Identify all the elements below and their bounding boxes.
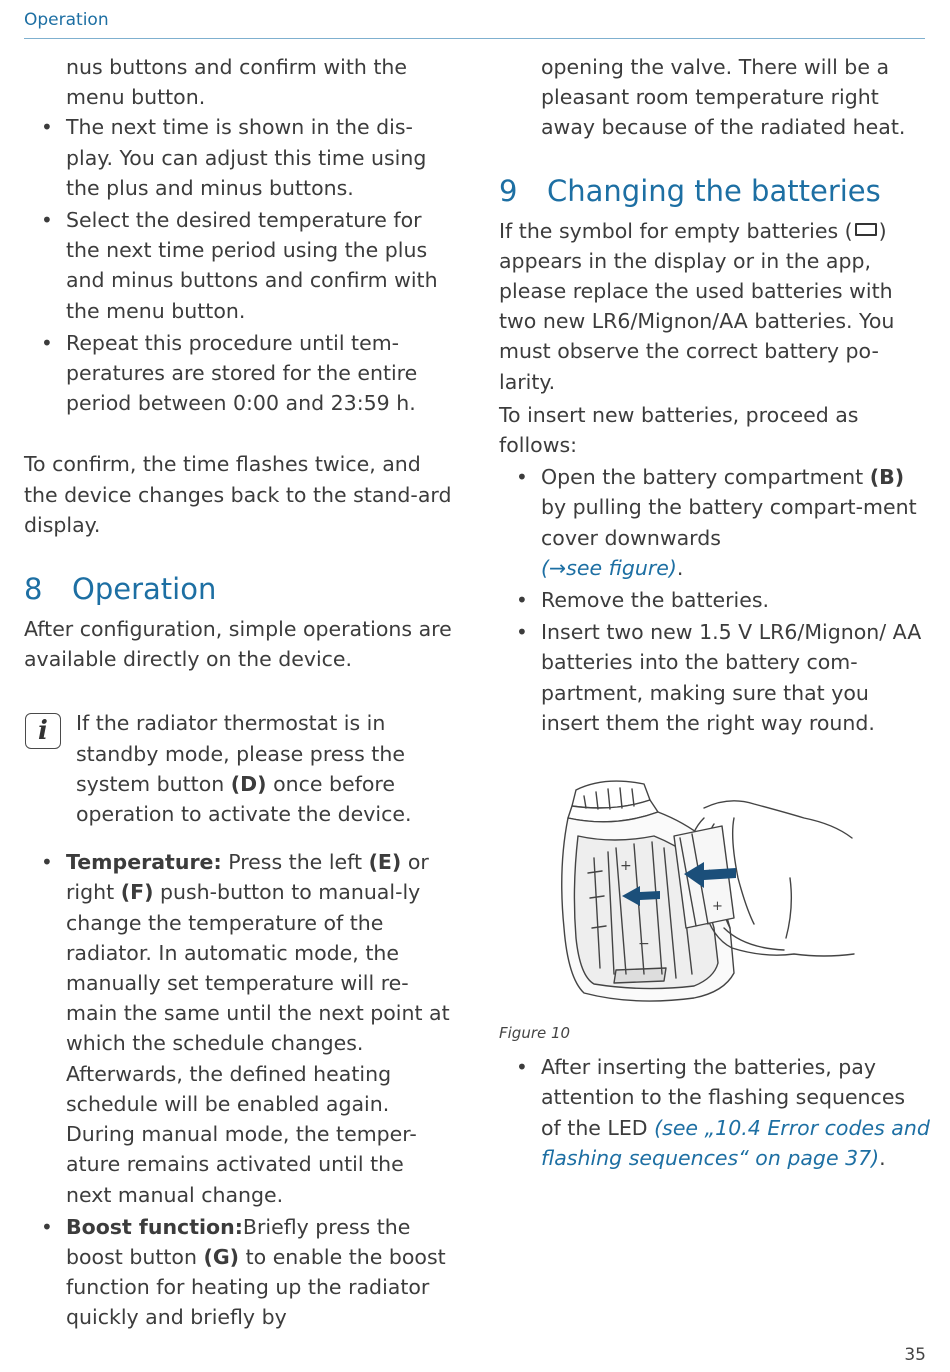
header-divider	[24, 38, 925, 39]
battery-text: If the symbol for empty batteries (	[499, 218, 853, 243]
temperature-text: or right	[66, 850, 429, 905]
svg-text:+: +	[620, 858, 632, 875]
section-heading-batteries	[499, 173, 931, 209]
svg-text:+: +	[712, 899, 723, 915]
open-text: Open the battery compartment	[541, 465, 864, 490]
confirm-paragraph: To confirm, the time flashes twice, and the device changes back to the stand-ard display.	[24, 452, 452, 537]
insert-intro: To insert new batteries, proceed as follows:	[499, 402, 859, 458]
continued-boost-text: opening the valve. There will be a pleasant room temperature right away because of the radiated heat.	[541, 55, 906, 140]
temperature-text: Press the left	[228, 850, 363, 875]
continued-step-text: nus buttons and confirm with the menu button.	[66, 55, 408, 110]
section-number: 8	[24, 572, 43, 607]
left-column	[24, 52, 454, 1335]
figure-caption: Figure 10	[499, 1024, 571, 1043]
info-icon: i	[25, 713, 61, 749]
section-number: 9	[499, 173, 518, 208]
boost-text: to enable the boost function for heating up the radiator quickly and briefly by	[66, 1244, 446, 1330]
list-item-open	[499, 462, 931, 583]
battery-illustration	[554, 778, 874, 1008]
svg-text:−: −	[638, 936, 650, 953]
list-item-insert: • Insert two new 1.5 V LR6/Mignon/ AA batteries into the battery com-partment, making sure that you insert them the right way round.	[499, 617, 931, 738]
list-item-after	[499, 1052, 931, 1173]
note-text-before: If the radiator thermostat is in standby mode, please press the system button	[76, 711, 405, 796]
battery-figure	[554, 778, 931, 1008]
right-column	[499, 52, 931, 1175]
boost-label: Boost function:	[66, 1214, 243, 1239]
boost-text: Briefly press the boost button	[66, 1214, 411, 1269]
list-item-temperature	[24, 847, 454, 1209]
page-number: 35	[904, 1345, 926, 1365]
button-ref-f: (F)	[120, 880, 154, 905]
error-codes-link[interactable]: (see „10.4 Error codes and flashing sequences“ on page 37)	[541, 1115, 930, 1170]
operation-list	[24, 847, 454, 1332]
list-item: • Repeat this procedure until tem-peratures are stored for the entire period between 0:00 and 23:59 h.	[24, 328, 454, 419]
info-note	[24, 708, 454, 829]
setup-steps-list	[24, 112, 454, 418]
open-text: by pulling the battery compart-ment cover downwards	[541, 495, 917, 550]
button-ref-e: (E)	[368, 850, 402, 875]
note-button-ref: (D)	[230, 771, 267, 796]
punctuation: .	[879, 1145, 886, 1170]
battery-paragraph	[499, 216, 931, 397]
empty-battery-icon	[855, 223, 877, 236]
list-item: • Select the desired temperature for the next time period using the plus and minus buttons and confirm with the menu button.	[24, 205, 454, 326]
after-text: After inserting the batteries, pay attention to the flashing sequences of the LED	[541, 1055, 906, 1140]
list-item: • The next time is shown in the dis-play. You can adjust this time using the plus and minus buttons.	[24, 112, 454, 203]
punctuation: .	[676, 555, 684, 580]
battery-text: ) appears in the display or in the app, please replace the used batteries with two new LR6/Mignon/AA batteries. You must observe the correct battery po-larity.	[499, 218, 895, 394]
battery-steps-list	[499, 462, 931, 738]
note-text-after: once before operation to activate the device.	[76, 771, 412, 827]
running-header: Operation	[24, 10, 109, 30]
button-ref-g: (G)	[203, 1244, 240, 1269]
see-figure-link[interactable]: (→see figure)	[541, 555, 677, 580]
temperature-label: Temperature:	[66, 850, 222, 875]
after-insert-list	[499, 1052, 931, 1173]
section-title: Changing the batteries	[547, 173, 881, 208]
compartment-ref: (B)	[869, 465, 905, 490]
temperature-text: push-button to manual-ly change the temperature of the radiator. In automatic mode, the manually set temperature will re-main the same until the next point at which the schedule changes. Afterwards, the defined heating schedule will be enabled again. During manual mode, the temper-ature remains activated until the next manual change.	[66, 880, 450, 1207]
list-item-boost	[24, 1212, 454, 1333]
section-title: Operation	[72, 572, 217, 607]
list-item-remove: • Remove the batteries.	[499, 585, 931, 615]
operation-intro: After configuration, simple operations are available directly on the device.	[24, 617, 452, 672]
section-heading-operation	[24, 571, 454, 607]
